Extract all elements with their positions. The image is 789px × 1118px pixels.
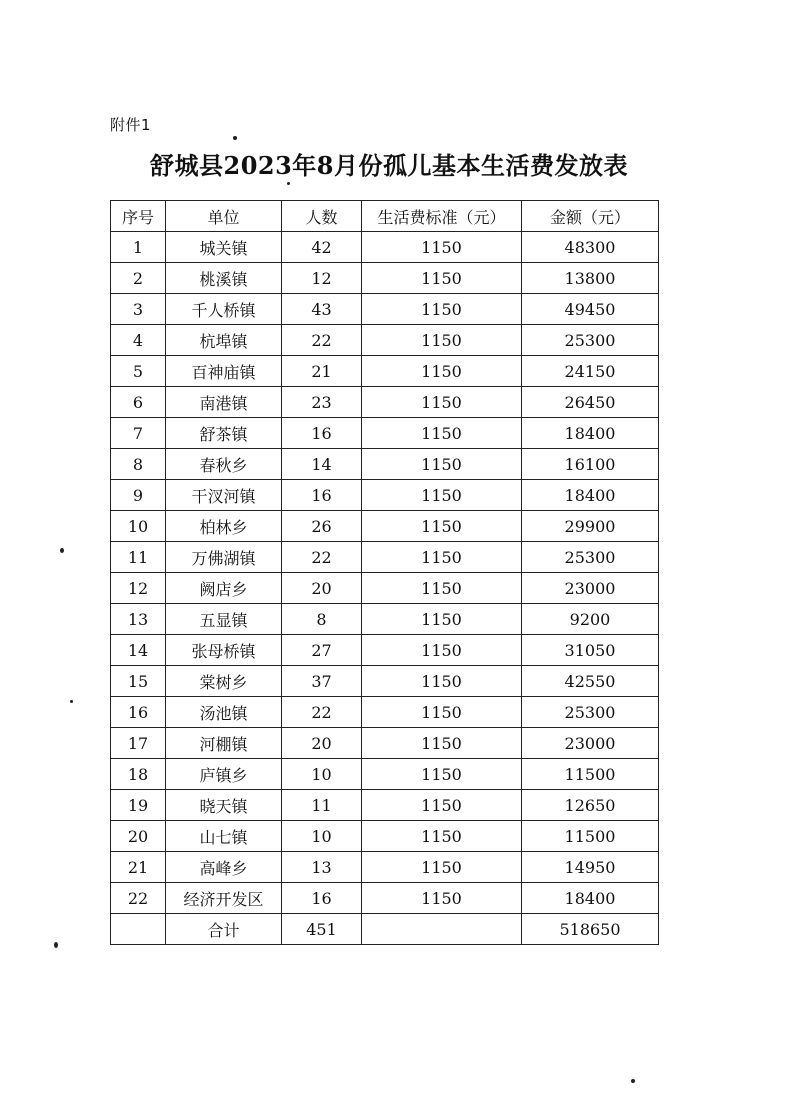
- cell-standard: 1150: [362, 325, 522, 356]
- cell-count: 10: [282, 821, 362, 852]
- cell-count: 14: [282, 449, 362, 480]
- cell-count: 13: [282, 852, 362, 883]
- cell-index: 19: [111, 790, 166, 821]
- table-row: [111, 883, 659, 914]
- cell-amount: 42550: [522, 666, 659, 697]
- table-row: [111, 542, 659, 573]
- table-row: [111, 728, 659, 759]
- cell-standard: 1150: [362, 511, 522, 542]
- table-row: [111, 821, 659, 852]
- table-row: [111, 573, 659, 604]
- cell-standard: 1150: [362, 263, 522, 294]
- cell-index: 7: [111, 418, 166, 449]
- cell-standard: 1150: [362, 449, 522, 480]
- table-row: [111, 263, 659, 294]
- cell-amount: 18400: [522, 480, 659, 511]
- cell-standard: 1150: [362, 635, 522, 666]
- cell-index: 12: [111, 573, 166, 604]
- cell-index: 5: [111, 356, 166, 387]
- document-title: 舒城县2023年8月份孤儿基本生活费发放表: [150, 151, 628, 180]
- cell-unit: 南港镇: [166, 387, 282, 418]
- cell-count: 21: [282, 356, 362, 387]
- cell-standard: 1150: [362, 480, 522, 511]
- cell-unit: 五显镇: [166, 604, 282, 635]
- cell-standard: 1150: [362, 852, 522, 883]
- cell-index: 18: [111, 759, 166, 790]
- cell-amount: 11500: [522, 759, 659, 790]
- cell-unit: 庐镇乡: [166, 759, 282, 790]
- cell-unit: 万佛湖镇: [166, 542, 282, 573]
- total-count: 451: [282, 914, 362, 945]
- table-row: [111, 449, 659, 480]
- table-row: [111, 759, 659, 790]
- cell-amount: 31050: [522, 635, 659, 666]
- cell-standard: 1150: [362, 356, 522, 387]
- cell-unit: 经济开发区: [166, 883, 282, 914]
- cell-unit: 张母桥镇: [166, 635, 282, 666]
- cell-standard: 1150: [362, 387, 522, 418]
- cell-unit: 晓天镇: [166, 790, 282, 821]
- cell-count: 16: [282, 480, 362, 511]
- cell-index: 20: [111, 821, 166, 852]
- allowance-table: [110, 200, 659, 945]
- cell-count: 37: [282, 666, 362, 697]
- cell-standard: 1150: [362, 418, 522, 449]
- table-row: [111, 325, 659, 356]
- cell-amount: 18400: [522, 883, 659, 914]
- cell-index: 17: [111, 728, 166, 759]
- cell-unit: 城关镇: [166, 232, 282, 263]
- cell-amount: 14950: [522, 852, 659, 883]
- cell-standard: 1150: [362, 573, 522, 604]
- cell-standard: 1150: [362, 883, 522, 914]
- cell-unit: 千人桥镇: [166, 294, 282, 325]
- scan-speck: [287, 182, 290, 185]
- cell-amount: 9200: [522, 604, 659, 635]
- header-unit: 单位: [166, 201, 282, 232]
- scan-speck: [233, 136, 237, 140]
- cell-count: 27: [282, 635, 362, 666]
- cell-count: 23: [282, 387, 362, 418]
- cell-unit: 舒茶镇: [166, 418, 282, 449]
- cell-standard: 1150: [362, 697, 522, 728]
- cell-amount: 23000: [522, 573, 659, 604]
- cell-standard: 1150: [362, 294, 522, 325]
- cell-count: 20: [282, 728, 362, 759]
- cell-count: 26: [282, 511, 362, 542]
- table-row: [111, 232, 659, 263]
- cell-count: 8: [282, 604, 362, 635]
- cell-amount: 18400: [522, 418, 659, 449]
- header-amount: 金额（元）: [522, 201, 659, 232]
- cell-standard: 1150: [362, 542, 522, 573]
- table-row: [111, 852, 659, 883]
- cell-standard: 1150: [362, 232, 522, 263]
- scan-speck: [631, 1079, 635, 1083]
- table-row: [111, 294, 659, 325]
- scan-speck: [54, 942, 58, 948]
- table-body: [111, 232, 659, 914]
- cell-index: 6: [111, 387, 166, 418]
- table-row: [111, 635, 659, 666]
- cell-standard: 1150: [362, 728, 522, 759]
- cell-count: 22: [282, 325, 362, 356]
- cell-count: 22: [282, 542, 362, 573]
- cell-amount: 49450: [522, 294, 659, 325]
- cell-unit: 百神庙镇: [166, 356, 282, 387]
- cell-amount: 24150: [522, 356, 659, 387]
- cell-count: 22: [282, 697, 362, 728]
- header-standard: 生活费标准（元）: [362, 201, 522, 232]
- cell-amount: 25300: [522, 325, 659, 356]
- cell-amount: 12650: [522, 790, 659, 821]
- cell-index: 15: [111, 666, 166, 697]
- scan-speck: [70, 700, 73, 703]
- cell-amount: 48300: [522, 232, 659, 263]
- cell-amount: 25300: [522, 697, 659, 728]
- attachment-label: 附件1: [110, 116, 152, 134]
- cell-count: 16: [282, 418, 362, 449]
- cell-standard: 1150: [362, 759, 522, 790]
- cell-index: 1: [111, 232, 166, 263]
- cell-standard: 1150: [362, 821, 522, 852]
- cell-amount: 29900: [522, 511, 659, 542]
- table-row: [111, 356, 659, 387]
- cell-unit: 高峰乡: [166, 852, 282, 883]
- cell-index: 13: [111, 604, 166, 635]
- total-amount: 518650: [522, 914, 659, 945]
- cell-amount: 23000: [522, 728, 659, 759]
- header-count: 人数: [282, 201, 362, 232]
- table-row: [111, 790, 659, 821]
- table-row: [111, 666, 659, 697]
- cell-index: 21: [111, 852, 166, 883]
- cell-standard: 1150: [362, 604, 522, 635]
- table-row: [111, 511, 659, 542]
- cell-count: 12: [282, 263, 362, 294]
- cell-count: 11: [282, 790, 362, 821]
- scan-speck: [60, 548, 64, 553]
- cell-amount: 11500: [522, 821, 659, 852]
- cell-index: 8: [111, 449, 166, 480]
- cell-amount: 13800: [522, 263, 659, 294]
- cell-unit: 春秋乡: [166, 449, 282, 480]
- cell-index: 9: [111, 480, 166, 511]
- cell-amount: 26450: [522, 387, 659, 418]
- cell-unit: 山七镇: [166, 821, 282, 852]
- cell-unit: 柏林乡: [166, 511, 282, 542]
- cell-standard: 1150: [362, 666, 522, 697]
- total-index: [111, 914, 166, 945]
- cell-standard: 1150: [362, 790, 522, 821]
- cell-unit: 棠树乡: [166, 666, 282, 697]
- table-row: [111, 418, 659, 449]
- cell-count: 10: [282, 759, 362, 790]
- table-row: [111, 387, 659, 418]
- cell-unit: 杭埠镇: [166, 325, 282, 356]
- cell-unit: 桃溪镇: [166, 263, 282, 294]
- table-row: [111, 480, 659, 511]
- cell-count: 43: [282, 294, 362, 325]
- table-row: [111, 697, 659, 728]
- cell-index: 14: [111, 635, 166, 666]
- cell-index: 2: [111, 263, 166, 294]
- cell-amount: 16100: [522, 449, 659, 480]
- cell-amount: 25300: [522, 542, 659, 573]
- cell-count: 20: [282, 573, 362, 604]
- table-row: [111, 604, 659, 635]
- cell-count: 16: [282, 883, 362, 914]
- cell-index: 16: [111, 697, 166, 728]
- cell-index: 4: [111, 325, 166, 356]
- total-standard: [362, 914, 522, 945]
- cell-unit: 干汊河镇: [166, 480, 282, 511]
- cell-index: 10: [111, 511, 166, 542]
- total-label: 合计: [166, 914, 282, 945]
- cell-index: 22: [111, 883, 166, 914]
- total-row: [111, 914, 659, 945]
- header-row: [111, 201, 659, 232]
- cell-index: 11: [111, 542, 166, 573]
- cell-index: 3: [111, 294, 166, 325]
- header-index: 序号: [111, 201, 166, 232]
- cell-unit: 汤池镇: [166, 697, 282, 728]
- cell-count: 42: [282, 232, 362, 263]
- cell-unit: 河棚镇: [166, 728, 282, 759]
- cell-unit: 阙店乡: [166, 573, 282, 604]
